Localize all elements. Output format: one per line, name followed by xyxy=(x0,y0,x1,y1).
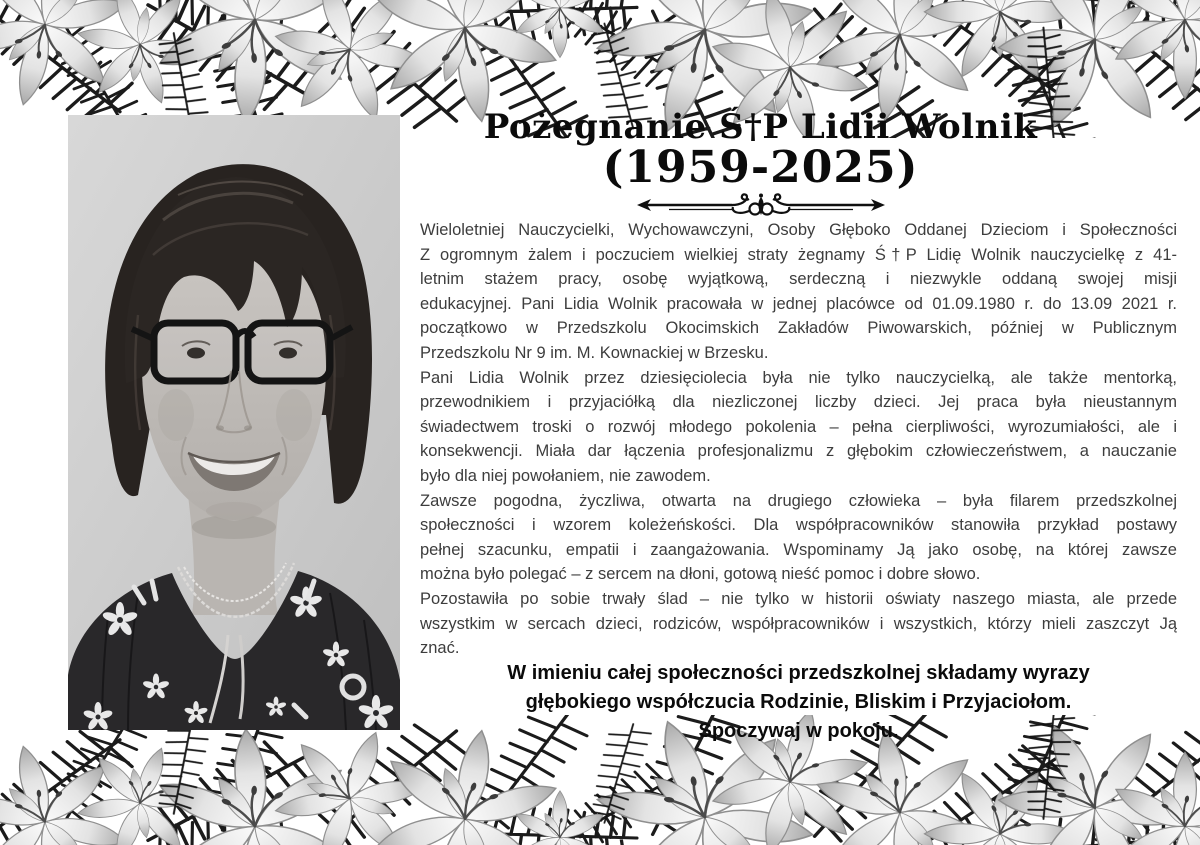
body-line: konsekwencji. Miała dar łączenia profesjonalizmu z głębokim człowieczeństwem, a nauczanie xyxy=(420,442,1177,461)
body-line: Z ogromnym żalem i poczuciem wielkiej straty żegnamy Ś†P Lidię Wolnik nauczycielkę z 41- xyxy=(420,245,1177,264)
body-line: społeczności i wzorem koleżeńskości. Dla współpracowników stanowiła przykład postawy xyxy=(420,516,1177,535)
closing-line: głębokiego współczucia Rodzinie, Bliskim i Przyjaciołom. xyxy=(525,691,1072,713)
closing-text xyxy=(420,659,1177,746)
body-line: świadectwem troski o rozwój młodego pokolenia – pełna cierpliwości, wyrozumiałości, ale i xyxy=(420,417,1177,436)
body-line: Pani Lidia Wolnik przez dziesięciolecia była nie tylko nauczycielką, ale także mentorką, xyxy=(420,368,1177,387)
body-line: można było polegać – z sercem na dłoni, gotową nieść pomoc i dobre słowo. xyxy=(420,565,981,584)
closing-line: W imieniu całej społeczności przedszkolnej składamy wyrazy xyxy=(507,662,1090,684)
memorial-years: (1959-2025) xyxy=(602,142,919,193)
memorial-header xyxy=(420,108,1177,224)
closing-line: Spoczywaj w pokoju. xyxy=(698,720,899,742)
body-text xyxy=(420,218,1177,661)
portrait-illustration xyxy=(68,115,400,730)
body-line: początkowo w Przedszkolu Okocimskich Zakładów Piwowarskich, później w Publicznym xyxy=(420,319,1177,338)
body-line: wszystkim w sercach dzieci, rodziców, współpracowników i wszystkich, którzy mieli zaszczyt Ją xyxy=(420,614,1177,633)
memorial-title: Pożegnanie Ś†P Lidii Wolnik xyxy=(483,107,1038,147)
body-line: Zawsze pogodna, życzliwa, otwarta na drugiego człowieka – była filarem przedszkolnej xyxy=(420,491,1177,510)
body-line: Przedszkolu Nr 9 im. M. Kownackiej w Brzesku. xyxy=(420,343,769,362)
body-line: Pozostawiła po sobie trwały ślad – nie tylko w historii oświaty naszego miasta, ale przede xyxy=(420,589,1177,608)
portrait-photo xyxy=(68,115,400,730)
body-line: było dla niej powołaniem, nie zawodem. xyxy=(420,466,711,485)
body-line: edukacyjnej. Pani Lidia Wolnik pracowała w jednej placówce od 01.09.1980 r. do 13.09 2021 r. xyxy=(420,294,1177,313)
body-line: pełnej szacunku, empatii i zaangażowania. Wspominamy Ją jako osobę, na której zawsze xyxy=(420,540,1177,559)
divider-ornament-icon xyxy=(635,193,887,219)
body-line: znać. xyxy=(420,639,460,658)
body-line: letnim stażem pracy, osobę wyjątkową, serdeczną i niezwykle oddaną swojej misji xyxy=(420,270,1177,289)
body-line: Wieloletniej Nauczycielki, Wychowawczyni, Osoby Głęboko Oddanej Dzieciom i Społeczności xyxy=(420,221,1177,239)
body-line: przewodnikiem i przyjaciółką dla niezliczonej liczby dzieci. Jej praca była nieustannym xyxy=(420,393,1177,412)
